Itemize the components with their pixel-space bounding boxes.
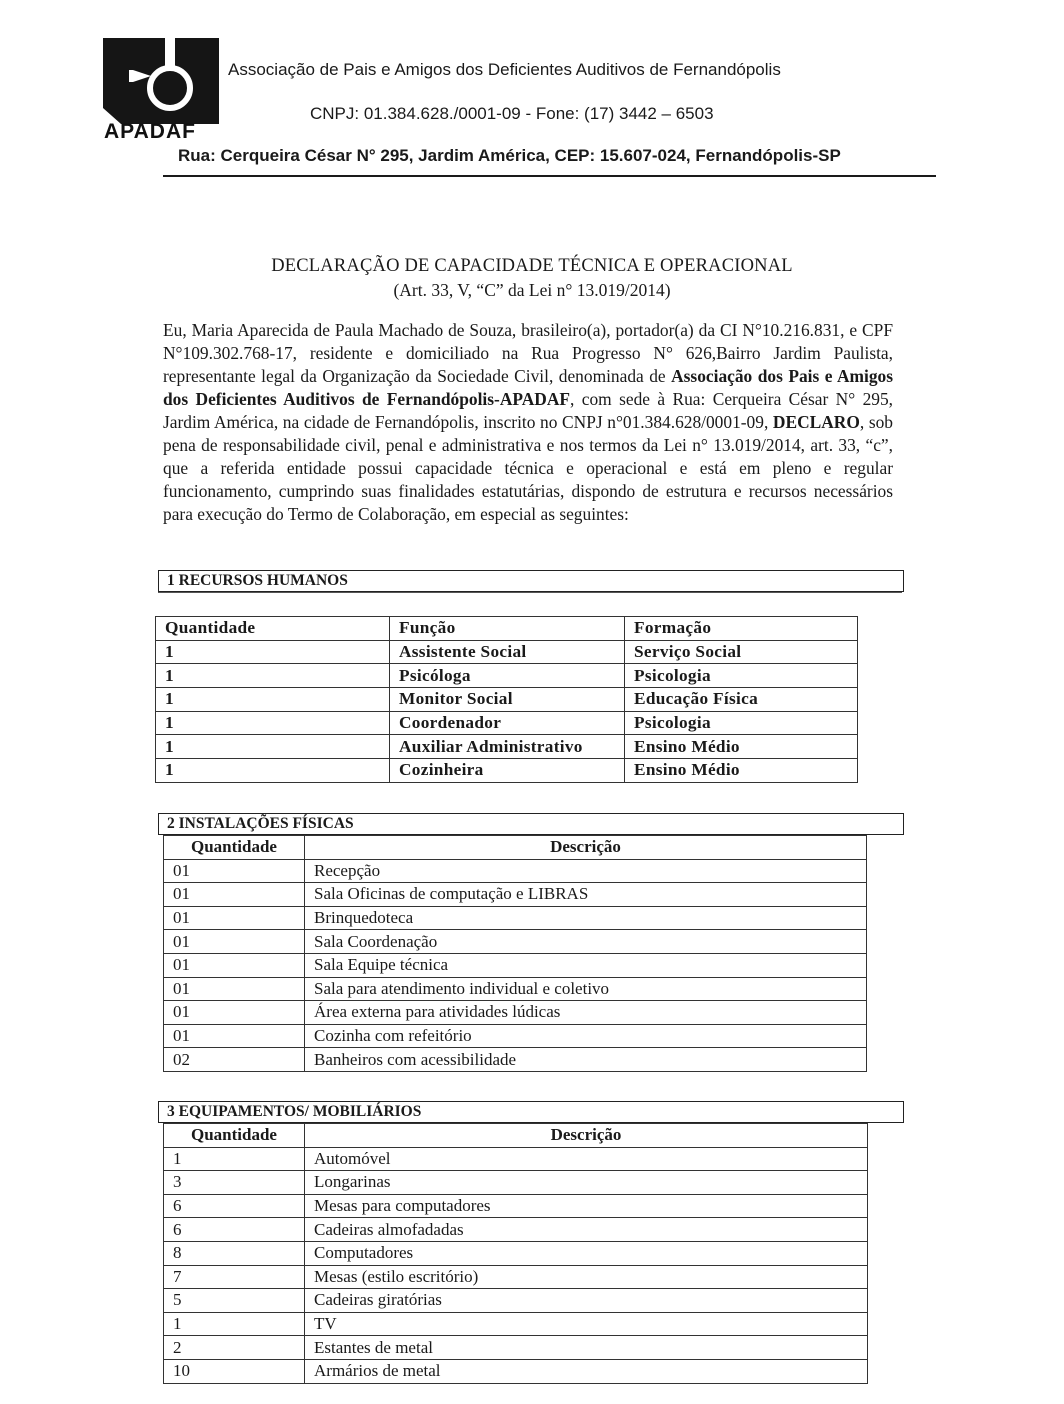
cell: Assistente Social (390, 640, 625, 664)
cell: TV (305, 1312, 868, 1336)
organization-bold: Associação dos Pais e Amigos dos Deficientes Auditivos de Fernandópolis-APADAF (163, 366, 893, 409)
cell: Armários de metal (305, 1359, 868, 1383)
cell: Brinquedoteca (305, 906, 867, 930)
cell: 01 (164, 906, 305, 930)
cell: Sala para atendimento individual e coletivo (305, 977, 867, 1001)
logo-text: APADAF (104, 120, 196, 143)
cell: 2 (164, 1336, 305, 1360)
cell: Mesas para computadores (305, 1194, 868, 1218)
cell: Longarinas (305, 1171, 868, 1195)
header-cell: Formação (625, 617, 858, 641)
cell: Sala Coordenação (305, 930, 867, 954)
cell: Automóvel (305, 1147, 868, 1171)
cell: Cozinha com refeitório (305, 1024, 867, 1048)
cell: 01 (164, 859, 305, 883)
cell: 01 (164, 883, 305, 907)
table-row (164, 1194, 868, 1218)
table-row (164, 1359, 868, 1383)
section-1-title: 1 RECURSOS HUMANOS (167, 572, 348, 589)
cell: Mesas (estilo escritório) (305, 1265, 868, 1289)
header-cell: Descrição (305, 836, 867, 860)
cell: Coordenador (390, 711, 625, 735)
cell: Sala Oficinas de computação e LIBRAS (305, 883, 867, 907)
cell: 02 (164, 1048, 305, 1072)
table-row (164, 1171, 868, 1195)
table-row (164, 1336, 868, 1360)
cell: Sala Equipe técnica (305, 953, 867, 977)
table-row (164, 1241, 868, 1265)
cell: Cadeiras almofadadas (305, 1218, 868, 1242)
cell: 7 (164, 1265, 305, 1289)
header-cell: Quantidade (164, 1124, 305, 1148)
cell: Ensino Médio (625, 759, 858, 783)
cell: 6 (164, 1194, 305, 1218)
cell: Recepção (305, 859, 867, 883)
cell: Serviço Social (625, 640, 858, 664)
table-row (164, 1265, 868, 1289)
cell: Monitor Social (390, 688, 625, 712)
cell: 6 (164, 1218, 305, 1242)
cell: 01 (164, 977, 305, 1001)
table-row (164, 1289, 868, 1313)
cell: 1 (164, 1147, 305, 1171)
section-3-title: 3 EQUIPAMENTOS/ MOBILIÁRIOS (167, 1103, 422, 1120)
cell: Psicologia (625, 711, 858, 735)
header-cell: Descrição (305, 1124, 868, 1148)
cell: Cozinheira (390, 759, 625, 783)
cell: Área externa para atividades lúdicas (305, 1001, 867, 1025)
declaro-bold: DECLARO (772, 412, 860, 432)
cell: Estantes de metal (305, 1336, 868, 1360)
header-cell: Quantidade (164, 836, 305, 860)
header-cell: Quantidade (156, 617, 390, 641)
document-title: DECLARAÇÃO DE CAPACIDADE TÉCNICA E OPERACIONAL (271, 256, 793, 276)
cell: Auxiliar Administrativo (390, 735, 625, 759)
cell: 1 (164, 1312, 305, 1336)
cell: Banheiros com acessibilidade (305, 1048, 867, 1072)
cell: 01 (164, 953, 305, 977)
cell: Psicologia (625, 664, 858, 688)
cell: 1 (156, 664, 390, 688)
cell: Psicóloga (390, 664, 625, 688)
paragraph-text: , com sede à Rua: Cerqueira César N° 295, Jardim América, na cidade de Fernandópolis, inscrito no CNPJ n°01.384.628/0001-09, (163, 389, 893, 432)
cell: Cadeiras giratórias (305, 1289, 868, 1313)
cell: 3 (164, 1171, 305, 1195)
cell: 01 (164, 930, 305, 954)
header-cell: Função (390, 617, 625, 641)
cell: 1 (156, 759, 390, 783)
cell: 01 (164, 1024, 305, 1048)
organization-name: Associação de Pais e Amigos dos Deficientes Auditivos de Fernandópolis (228, 60, 781, 79)
cnpj-phone: CNPJ: 01.384.628./0001-09 - Fone: (17) 3442 – 6503 (310, 104, 714, 123)
paragraph-text: Eu, Maria Aparecida de Paula Machado de Souza, brasileiro(a), portador(a) da CI N°10.216.831, e CPF N°109.302.768-17, residente e domiciliado na Rua Progresso N° 626,Bairro Jardim Paulista, representante legal da Organização da Sociedade Civil, denominada de (163, 320, 893, 386)
cell: 01 (164, 1001, 305, 1025)
cell: 1 (156, 735, 390, 759)
table-row (164, 1312, 868, 1336)
cell: 5 (164, 1289, 305, 1313)
cell: Educação Física (625, 688, 858, 712)
address: Rua: Cerqueira César N° 295, Jardim América, CEP: 15.607-024, Fernandópolis-SP (178, 146, 841, 165)
cell: 8 (164, 1241, 305, 1265)
table-header-row (164, 1124, 868, 1148)
equipment-table (163, 1123, 868, 1384)
cell: 1 (156, 640, 390, 664)
document-subtitle: (Art. 33, V, “C” da Lei n° 13.019/2014) (393, 280, 671, 300)
paragraph-text: , sob pena de responsabilidade civil, penal e administrativa e nos termos da Lei n° 13.019/2014, art. 33, “c”, que a referida entidade possui capacidade técnica e operacional e está em pleno e regular funcionamento, cumprindo suas finalidades estatutárias, dispondo de estrutura e recursos necessários para execução do Termo de Colaboração, em especial as seguintes: (163, 412, 894, 524)
section-2-title: 2 INSTALAÇÕES FÍSICAS (167, 815, 354, 832)
cell: Ensino Médio (625, 735, 858, 759)
cell: Computadores (305, 1241, 868, 1265)
table-row (164, 1218, 868, 1242)
cell: 10 (164, 1359, 305, 1383)
cell: 1 (156, 688, 390, 712)
table-row (164, 1147, 868, 1171)
cell: 1 (156, 711, 390, 735)
